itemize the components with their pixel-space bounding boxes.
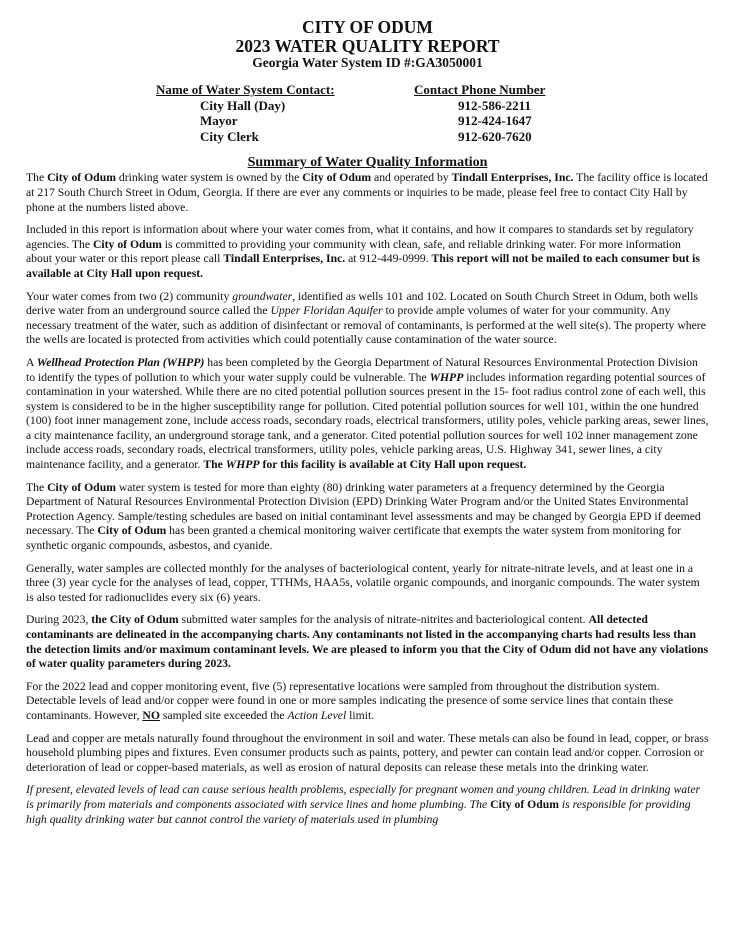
paragraph-lead-health: If present, elevated levels of lead can cause serious health problems, especially for pregnant women and young children. Lead in drinking water is primarily from materials and components associated with service lines and home plumbing. The City of Odum is responsible for providing high quality drinking water but cannot control the variety of materials used in plumbing bbox=[26, 783, 701, 826]
contact-phone-header: Contact Phone Number bbox=[414, 82, 546, 98]
paragraph-lead-copper-sources: Lead and copper are metals naturally found throughout the environment in soil and water. These metals can also be found in lead, copper, or brass household plumbing pipes and fixtures. Even consumer products such as paints, pottery, and pewter can contain lead and/or copper. Corrosion or deterioration of lead or copper-based materials, as well as erosion of natural deposits can release these metals into the drinking water. bbox=[26, 731, 709, 774]
paragraph-2023-results: During 2023, the City of Odum submitted water samples for the analysis of nitrate-nitrites and bacteriological content. All detected contaminants are delineated in the accompanying charts. Any contaminants not listed in the accompanying charts had results less than the detection limits and/or maximum contaminant levels. We are pleased to inform you that the City of Odum did not have any violations of water quality parameters during 2023. bbox=[26, 613, 709, 671]
contact-name: Mayor bbox=[200, 113, 238, 129]
contact-name: City Hall (Day) bbox=[200, 97, 286, 113]
paragraph-report-info: Included in this report is information about where your water comes from, what it contains, and how it compares to standards set by regulatory agencies. The City of Odum is committed to providing your community with clean, safe, and reliable drinking water. For more information about your water or this report please call Tindall Enterprises, Inc. at 912-449-0999. This report will not be mailed to each consumer but is available at City Hall upon request. bbox=[26, 223, 700, 280]
system-id: Georgia Water System ID #:GA3050001 bbox=[252, 55, 483, 71]
contact-phone: 912-424-1647 bbox=[458, 113, 532, 129]
contact-phone: 912-620-7620 bbox=[458, 128, 532, 144]
contact-name: City Clerk bbox=[200, 128, 259, 144]
contacts-table bbox=[156, 82, 596, 144]
paragraph-testing: The City of Odum water system is tested for more than eighty (80) drinking water parameters at a frequency determined by the Georgia Department of Natural Resources Environmental Protection Division (EPD) Drinking Water Program and/or the United States Environmental Protection Agency. Sample/testing schedules are based on initial contaminant level assessments and may be changed by Georgia EPD if deemed necessary. The City of Odum has been granted a chemical monitoring waiver certificate that exempts the water system from monitoring for synthetic organic compounds, asbestos, and cyanide. bbox=[26, 480, 701, 553]
city-title: CITY OF ODUM bbox=[302, 17, 433, 37]
paragraph-sampling: Generally, water samples are collected monthly for the analyses of bacteriological content, yearly for nitrate-nitrate levels, and at least one in a three (3) year cycle for the analyses of lead, copper, TTHMs, HAA5s, volatile organic compounds, and inorganic compounds. The water system is also tested for radionuclides every six (6) years. bbox=[26, 561, 700, 604]
contact-name-header: Name of Water System Contact: bbox=[156, 82, 335, 98]
report-title: 2023 WATER QUALITY REPORT bbox=[235, 35, 500, 56]
paragraph-wellhead-protection: A Wellhead Protection Plan (WHPP) has been completed by the Georgia Department of Natural Resources Environmental Protection Division to identify the types of pollution to which your water supply could be vulnerable. The WHPP includes information regarding potential sources of contamination in your watershed. While there are no cited potential pollution sources present in the 15- foot radius control zone of each well, this system is considered to be in the higher susceptibility range for pollution. Cited potential pollution sources for well 101, within the one hundred (100) foot inner management zone, include access roads, secondary roads, electrical transformers, utility poles, vehicle parking areas, sewer lines, a city maintenance facility, an underground storage tank, and a generator. Cited potential pollution sources for well 102 inner management zone include access roads, secondary roads, electrical transformers, utility poles, vehicle parking areas, U.S. Highway 341, sewer lines, a city maintenance facility, and a generator. The WHPP for this facility is available at City Hall upon request. bbox=[26, 355, 709, 472]
paragraph-water-source: Your water comes from two (2) community groundwater, identified as wells 101 and 102. Located on South Church Street in Odum, both wells derive water from an underground source called the Upper Floridan Aquifer to provide ample volumes of water for your community. Any necessary treatment of the water, such as addition of disinfectant or removal of contaminants, is performed at the well site(s). The property where the wells are located is protected from activities which could potentially cause contamination of the water source. bbox=[26, 289, 706, 347]
paragraph-lead-copper-2022: For the 2022 lead and copper monitoring event, five (5) representative locations were sampled from throughout the distribution system. Detectable levels of lead and/or copper were found in one or more samples indicating the presence of some service lines that contain these contaminants. However, NO sampled site exceeded the Action Level limit. bbox=[26, 679, 674, 722]
paragraph-ownership: The City of Odum drinking water system is owned by the City of Odum and operated by Tindall Enterprises, Inc. The facility office is located at 217 South Church Street in Odum, Georgia. If there are ever any comments or inquiries to be made, please feel free to contact City Hall by phone at the numbers listed above. bbox=[26, 171, 708, 214]
summary-heading: Summary of Water Quality Information bbox=[247, 155, 488, 171]
contact-phone: 912-586-2211 bbox=[458, 97, 531, 113]
